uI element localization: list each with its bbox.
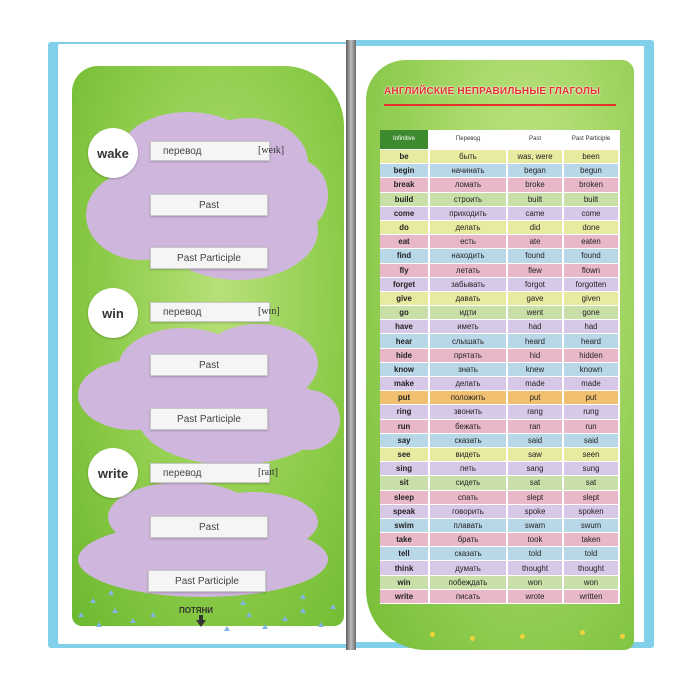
- cell-translation: сидеть: [430, 476, 508, 490]
- table-row: [380, 178, 620, 192]
- cell-past-participle: found: [564, 249, 620, 263]
- translation-label: перевод: [163, 306, 202, 318]
- cell-translation: прятать: [430, 349, 508, 363]
- cell-past-participle: gone: [564, 306, 620, 320]
- cell-past-participle: known: [564, 363, 620, 377]
- cell-infinitive: see: [380, 448, 430, 462]
- cell-infinitive: sleep: [380, 491, 430, 505]
- cell-past-participle: written: [564, 590, 620, 604]
- cell-translation: давать: [430, 292, 508, 306]
- cell-past: rang: [508, 405, 564, 419]
- cell-translation: звонить: [430, 405, 508, 419]
- cell-past: began: [508, 164, 564, 178]
- cell-past: swam: [508, 519, 564, 533]
- cell-past: sang: [508, 462, 564, 476]
- cell-past-participle: flown: [564, 264, 620, 278]
- triangle-decoration: [96, 622, 102, 627]
- cell-translation: положить: [430, 391, 508, 405]
- table-row: [380, 292, 620, 306]
- cell-past: won: [508, 576, 564, 590]
- cell-translation: спать: [430, 491, 508, 505]
- cell-infinitive: be: [380, 150, 430, 164]
- cell-infinitive: eat: [380, 235, 430, 249]
- triangle-decoration: [246, 612, 252, 617]
- table-row: [380, 590, 620, 604]
- triangle-decoration: [224, 626, 230, 631]
- cell-past: ran: [508, 420, 564, 434]
- table-row: [380, 377, 620, 391]
- cell-translation: делать: [430, 221, 508, 235]
- table-row: [380, 164, 620, 178]
- table-row: [380, 476, 620, 490]
- header-past-participle: Past Participle: [564, 130, 620, 150]
- table-row: [380, 334, 620, 348]
- cell-infinitive: swim: [380, 519, 430, 533]
- cell-past-participle: hidden: [564, 349, 620, 363]
- cell-infinitive: ring: [380, 405, 430, 419]
- cell-infinitive: tell: [380, 547, 430, 561]
- triangle-decoration: [330, 604, 336, 609]
- cell-past-participle: told: [564, 547, 620, 561]
- cell-translation: забывать: [430, 278, 508, 292]
- cell-translation: находить: [430, 249, 508, 263]
- word-circle-write: [88, 448, 138, 498]
- header-past: Past: [508, 130, 564, 150]
- cell-infinitive: come: [380, 207, 430, 221]
- past-participle-label: Past Participle: [177, 413, 241, 425]
- table-row: [380, 264, 620, 278]
- cell-translation: идти: [430, 306, 508, 320]
- cell-infinitive: think: [380, 561, 430, 575]
- translation-card[interactable]: [150, 463, 270, 483]
- flower-decoration: [620, 634, 625, 639]
- cell-infinitive: take: [380, 533, 430, 547]
- cell-infinitive: say: [380, 434, 430, 448]
- past-participle-card[interactable]: [150, 247, 268, 269]
- cell-past-participle: slept: [564, 491, 620, 505]
- cell-translation: брать: [430, 533, 508, 547]
- word-circle-win: [88, 288, 138, 338]
- transcription: [raɪt]: [258, 467, 278, 478]
- table-row: [380, 391, 620, 405]
- past-label: Past: [198, 359, 219, 371]
- table-body: [380, 150, 620, 604]
- table-row: [380, 320, 620, 334]
- cell-past-participle: spoken: [564, 505, 620, 519]
- table-row: [380, 221, 620, 235]
- cell-infinitive: put: [380, 391, 430, 405]
- table-row: [380, 150, 620, 164]
- cell-past: took: [508, 533, 564, 547]
- cell-past: wrote: [508, 590, 564, 604]
- cell-translation: бежать: [430, 420, 508, 434]
- cell-past: thought: [508, 561, 564, 575]
- past-card[interactable]: [150, 516, 268, 538]
- cell-translation: думать: [430, 561, 508, 575]
- cell-infinitive: go: [380, 306, 430, 320]
- table-row: [380, 448, 620, 462]
- cell-past: made: [508, 377, 564, 391]
- table-row: [380, 349, 620, 363]
- table-row: [380, 193, 620, 207]
- cell-translation: есть: [430, 235, 508, 249]
- cell-translation: плавать: [430, 519, 508, 533]
- cell-infinitive: find: [380, 249, 430, 263]
- cell-translation: говорить: [430, 505, 508, 519]
- table-row: [380, 491, 620, 505]
- cell-past: forgot: [508, 278, 564, 292]
- cell-translation: видеть: [430, 448, 508, 462]
- cell-past: went: [508, 306, 564, 320]
- cell-past: knew: [508, 363, 564, 377]
- triangle-decoration: [282, 616, 288, 621]
- cell-infinitive: win: [380, 576, 430, 590]
- cell-translation: делать: [430, 377, 508, 391]
- cell-translation: начинать: [430, 164, 508, 178]
- cell-infinitive: forget: [380, 278, 430, 292]
- cell-past: put: [508, 391, 564, 405]
- cell-translation: приходить: [430, 207, 508, 221]
- past-participle-card[interactable]: [148, 570, 266, 592]
- cell-past-participle: sung: [564, 462, 620, 476]
- book-spine: [346, 40, 356, 650]
- word-label: win: [102, 305, 124, 321]
- cell-translation: ломать: [430, 178, 508, 192]
- cell-infinitive: speak: [380, 505, 430, 519]
- cell-infinitive: fly: [380, 264, 430, 278]
- table-row: [380, 462, 620, 476]
- cell-past-participle: rung: [564, 405, 620, 419]
- cell-infinitive: build: [380, 193, 430, 207]
- cell-past: built: [508, 193, 564, 207]
- title-underline: [384, 104, 616, 106]
- cell-translation: побеждать: [430, 576, 508, 590]
- flower-decoration: [470, 636, 475, 641]
- cell-translation: слышать: [430, 334, 508, 348]
- table-row: [380, 249, 620, 263]
- cell-past: came: [508, 207, 564, 221]
- cell-infinitive: sit: [380, 476, 430, 490]
- translation-label: перевод: [163, 467, 202, 479]
- cell-infinitive: begin: [380, 164, 430, 178]
- table-row: [380, 533, 620, 547]
- cell-past: hid: [508, 349, 564, 363]
- transcription: [wɪn]: [258, 306, 280, 317]
- cell-infinitive: have: [380, 320, 430, 334]
- cell-infinitive: hide: [380, 349, 430, 363]
- cell-past: had: [508, 320, 564, 334]
- cell-past-participle: thought: [564, 561, 620, 575]
- pull-label[interactable]: ПОТЯНИ: [179, 606, 214, 615]
- past-label: Past: [198, 521, 219, 533]
- cell-past: told: [508, 547, 564, 561]
- flower-decoration: [520, 634, 525, 639]
- past-card[interactable]: [150, 354, 268, 376]
- cell-translation: знать: [430, 363, 508, 377]
- cell-past-participle: forgotten: [564, 278, 620, 292]
- word-label: wake: [97, 145, 129, 161]
- arrow-down-icon: [196, 620, 206, 627]
- cell-past-participle: swum: [564, 519, 620, 533]
- cell-past-participle: begun: [564, 164, 620, 178]
- past-label: Past: [198, 199, 219, 211]
- cell-past: spoke: [508, 505, 564, 519]
- cell-translation: быть: [430, 150, 508, 164]
- cell-translation: сказать: [430, 547, 508, 561]
- cell-infinitive: know: [380, 363, 430, 377]
- past-participle-label: Past Participle: [175, 575, 239, 587]
- translation-card[interactable]: [150, 302, 270, 322]
- cell-past-participle: given: [564, 292, 620, 306]
- triangle-decoration: [300, 608, 306, 613]
- cell-past-participle: seen: [564, 448, 620, 462]
- cell-infinitive: run: [380, 420, 430, 434]
- table-row: [380, 561, 620, 575]
- past-participle-label: Past Participle: [177, 252, 241, 264]
- triangle-decoration: [112, 608, 118, 613]
- cell-past: gave: [508, 292, 564, 306]
- cell-past: flew: [508, 264, 564, 278]
- cell-past-participle: said: [564, 434, 620, 448]
- table-row: [380, 420, 620, 434]
- cell-translation: сказать: [430, 434, 508, 448]
- table-row: [380, 278, 620, 292]
- triangle-decoration: [262, 624, 268, 629]
- cell-past-participle: come: [564, 207, 620, 221]
- page-title: АНГЛИЙСКИЕ НЕПРАВИЛЬНЫЕ ГЛАГОЛЫ: [384, 86, 601, 97]
- header-infinitive: Infinitive: [380, 130, 430, 150]
- triangle-decoration: [318, 622, 324, 627]
- cell-past: did: [508, 221, 564, 235]
- triangle-decoration: [150, 612, 156, 617]
- cell-infinitive: break: [380, 178, 430, 192]
- cell-past: ate: [508, 235, 564, 249]
- cell-past-participle: done: [564, 221, 620, 235]
- table-header: [380, 130, 620, 150]
- table-row: [380, 576, 620, 590]
- table-row: [380, 363, 620, 377]
- triangle-decoration: [78, 612, 84, 617]
- table-row: [380, 235, 620, 249]
- table-row: [380, 207, 620, 221]
- past-participle-card[interactable]: [150, 408, 268, 430]
- cell-past: sat: [508, 476, 564, 490]
- cell-past: heard: [508, 334, 564, 348]
- cell-translation: петь: [430, 462, 508, 476]
- cell-infinitive: write: [380, 590, 430, 604]
- translation-label: перевод: [163, 145, 202, 157]
- cell-infinitive: give: [380, 292, 430, 306]
- cell-past-participle: been: [564, 150, 620, 164]
- cell-past-participle: made: [564, 377, 620, 391]
- header-translation: Перевод: [430, 130, 508, 150]
- transcription: [weɪk]: [258, 145, 285, 156]
- cell-past-participle: run: [564, 420, 620, 434]
- cell-past: was, were: [508, 150, 564, 164]
- cell-translation: строить: [430, 193, 508, 207]
- triangle-decoration: [130, 618, 136, 623]
- cell-past: broke: [508, 178, 564, 192]
- cell-past-participle: heard: [564, 334, 620, 348]
- flower-decoration: [430, 632, 435, 637]
- cell-past-participle: won: [564, 576, 620, 590]
- cell-infinitive: make: [380, 377, 430, 391]
- cell-infinitive: do: [380, 221, 430, 235]
- cell-past-participle: sat: [564, 476, 620, 490]
- table-row: [380, 434, 620, 448]
- table-row: [380, 306, 620, 320]
- cell-infinitive: sing: [380, 462, 430, 476]
- cell-past: found: [508, 249, 564, 263]
- cell-translation: писать: [430, 590, 508, 604]
- table-row: [380, 547, 620, 561]
- cell-infinitive: hear: [380, 334, 430, 348]
- translation-card[interactable]: [150, 141, 270, 161]
- past-card[interactable]: [150, 194, 268, 216]
- cell-past-participle: taken: [564, 533, 620, 547]
- table-row: [380, 519, 620, 533]
- flower-decoration: [580, 630, 585, 635]
- cell-past-participle: had: [564, 320, 620, 334]
- word-circle-wake: [88, 128, 138, 178]
- word-label: write: [97, 465, 129, 481]
- table-row: [380, 405, 620, 419]
- cell-past: saw: [508, 448, 564, 462]
- cell-past: said: [508, 434, 564, 448]
- cell-translation: летать: [430, 264, 508, 278]
- cell-past-participle: put: [564, 391, 620, 405]
- cell-past: slept: [508, 491, 564, 505]
- cell-past-participle: broken: [564, 178, 620, 192]
- table-row: [380, 505, 620, 519]
- cell-translation: иметь: [430, 320, 508, 334]
- cell-past-participle: built: [564, 193, 620, 207]
- verb-table: [380, 130, 620, 604]
- cell-past-participle: eaten: [564, 235, 620, 249]
